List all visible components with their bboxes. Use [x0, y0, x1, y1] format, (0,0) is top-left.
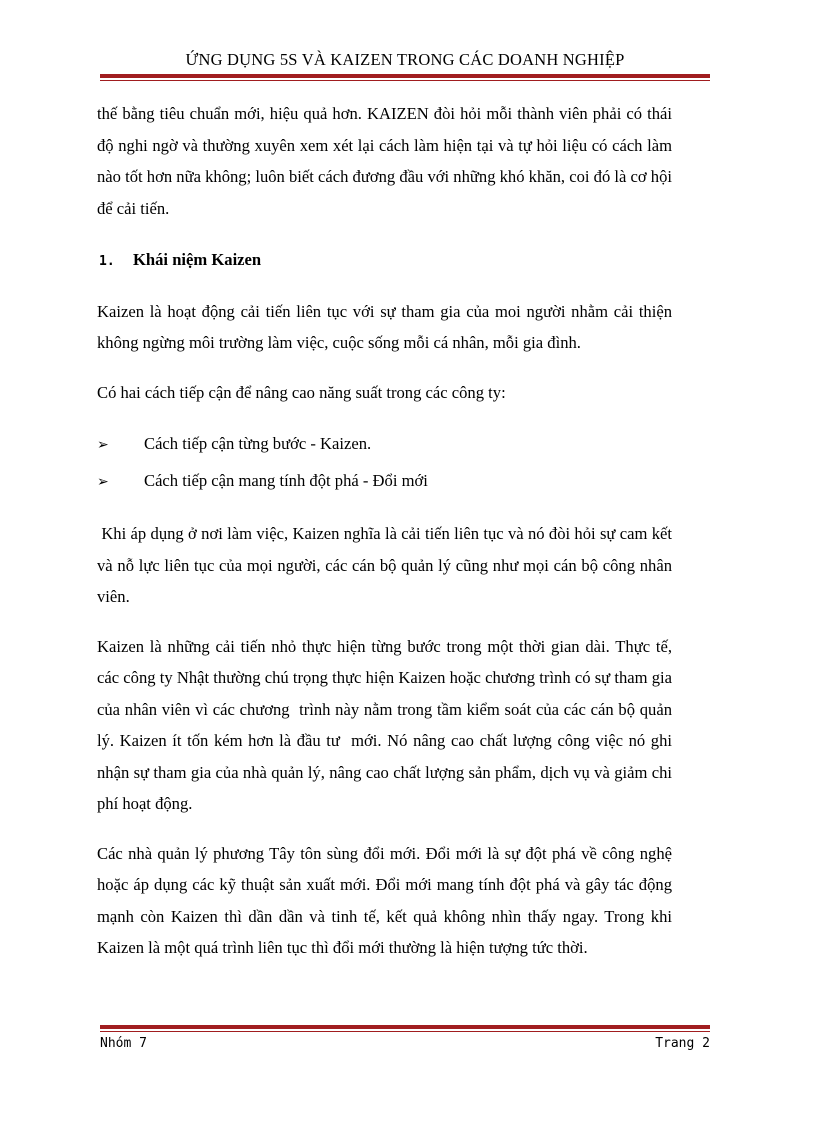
document-body: [97, 98, 677, 964]
list-item: [97, 426, 672, 463]
paragraph-workplace: Khi áp dụng ở nơi làm việc, Kaizen nghĩa là cải tiến liên tục và nó đòi hỏi sự cam kết và nỗ lực liên tục của mọi người, các cán bộ quản lý cũng như mọi cán bộ công nhân viên.: [97, 524, 677, 606]
header-divider: [100, 74, 710, 81]
footer-group-label: Nhóm 7: [100, 1036, 147, 1051]
section-number: 1.: [99, 254, 115, 269]
paragraph-innovation: Các nhà quản lý phương Tây tôn sùng đổi mới. Đổi mới là sự đột phá về công nghệ hoặc áp dụng các kỹ thuật sản xuất mới. Đổi mới mang tính đột phá và gây tác động mạnh còn Kaizen thì dần dần và tinh tế, kết quả không nhìn thấy ngay. Trong khi Kaizen là một quá trình liên tục thì đổi mới thường là hiện tượng tức thời.: [97, 843, 672, 957]
paragraph-small-improvements: Kaizen là những cải tiến nhỏ thực hiện từng bước trong một thời gian dài. Thực tế, các công ty Nhật thường chú trọng thực hiện Kaizen hoặc chương trình có sự tham gia của nhân viên vì các chương trình này nằm trong tầm kiểm soát của các cán bộ quản lý. Kaizen ít tốn kém hơn là đầu tư mới. Nó nâng cao chất lượng công việc nó ghi nhận sự tham gia của nhà quản lý, nâng cao chất lượng sản phẩm, dịch vụ và giảm chi phí hoạt động.: [97, 636, 677, 813]
arrow-bullet-icon: ➢: [97, 437, 109, 453]
section-title: Khái niệm Kaizen: [133, 250, 262, 269]
paragraph-definition: Kaizen là hoạt động cải tiến liên tục với sự tham gia của moi người nhằm cải thiện không ngừng môi trường làm việc, cuộc sống mỗi cá nhân, mỗi gia đình.: [97, 301, 672, 352]
section-heading: [97, 244, 672, 278]
paragraph-approaches: Có hai cách tiếp cận để nâng cao năng suất trong các công ty:: [97, 382, 506, 402]
page-footer: [100, 1036, 710, 1051]
intro-paragraph: thế bằng tiêu chuẩn mới, hiệu quả hơn. KAIZEN đòi hỏi mỗi thành viên phải có thái độ nghi ngờ và thường xuyên xem xét lại cách làm hiện tại và tự hỏi liệu có cách làm nào tốt hơn nữa không; luôn biết cách đương đầu với những khó khăn, coi đó là cơ hội để cải tiến.: [97, 104, 673, 218]
footer-page-number: Trang 2: [655, 1036, 710, 1051]
approach-list: [97, 426, 672, 500]
page-header-title: ỨNG DỤNG 5S VÀ KAIZEN TRONG CÁC DOANH NGHIỆP: [185, 50, 625, 69]
list-item: [97, 463, 672, 500]
list-item-text: Cách tiếp cận mang tính đột phá - Đổi mới: [144, 471, 428, 490]
arrow-bullet-icon: ➢: [97, 474, 109, 490]
footer-divider: [100, 1025, 710, 1032]
list-item-text: Cách tiếp cận từng bước - Kaizen.: [144, 434, 372, 453]
